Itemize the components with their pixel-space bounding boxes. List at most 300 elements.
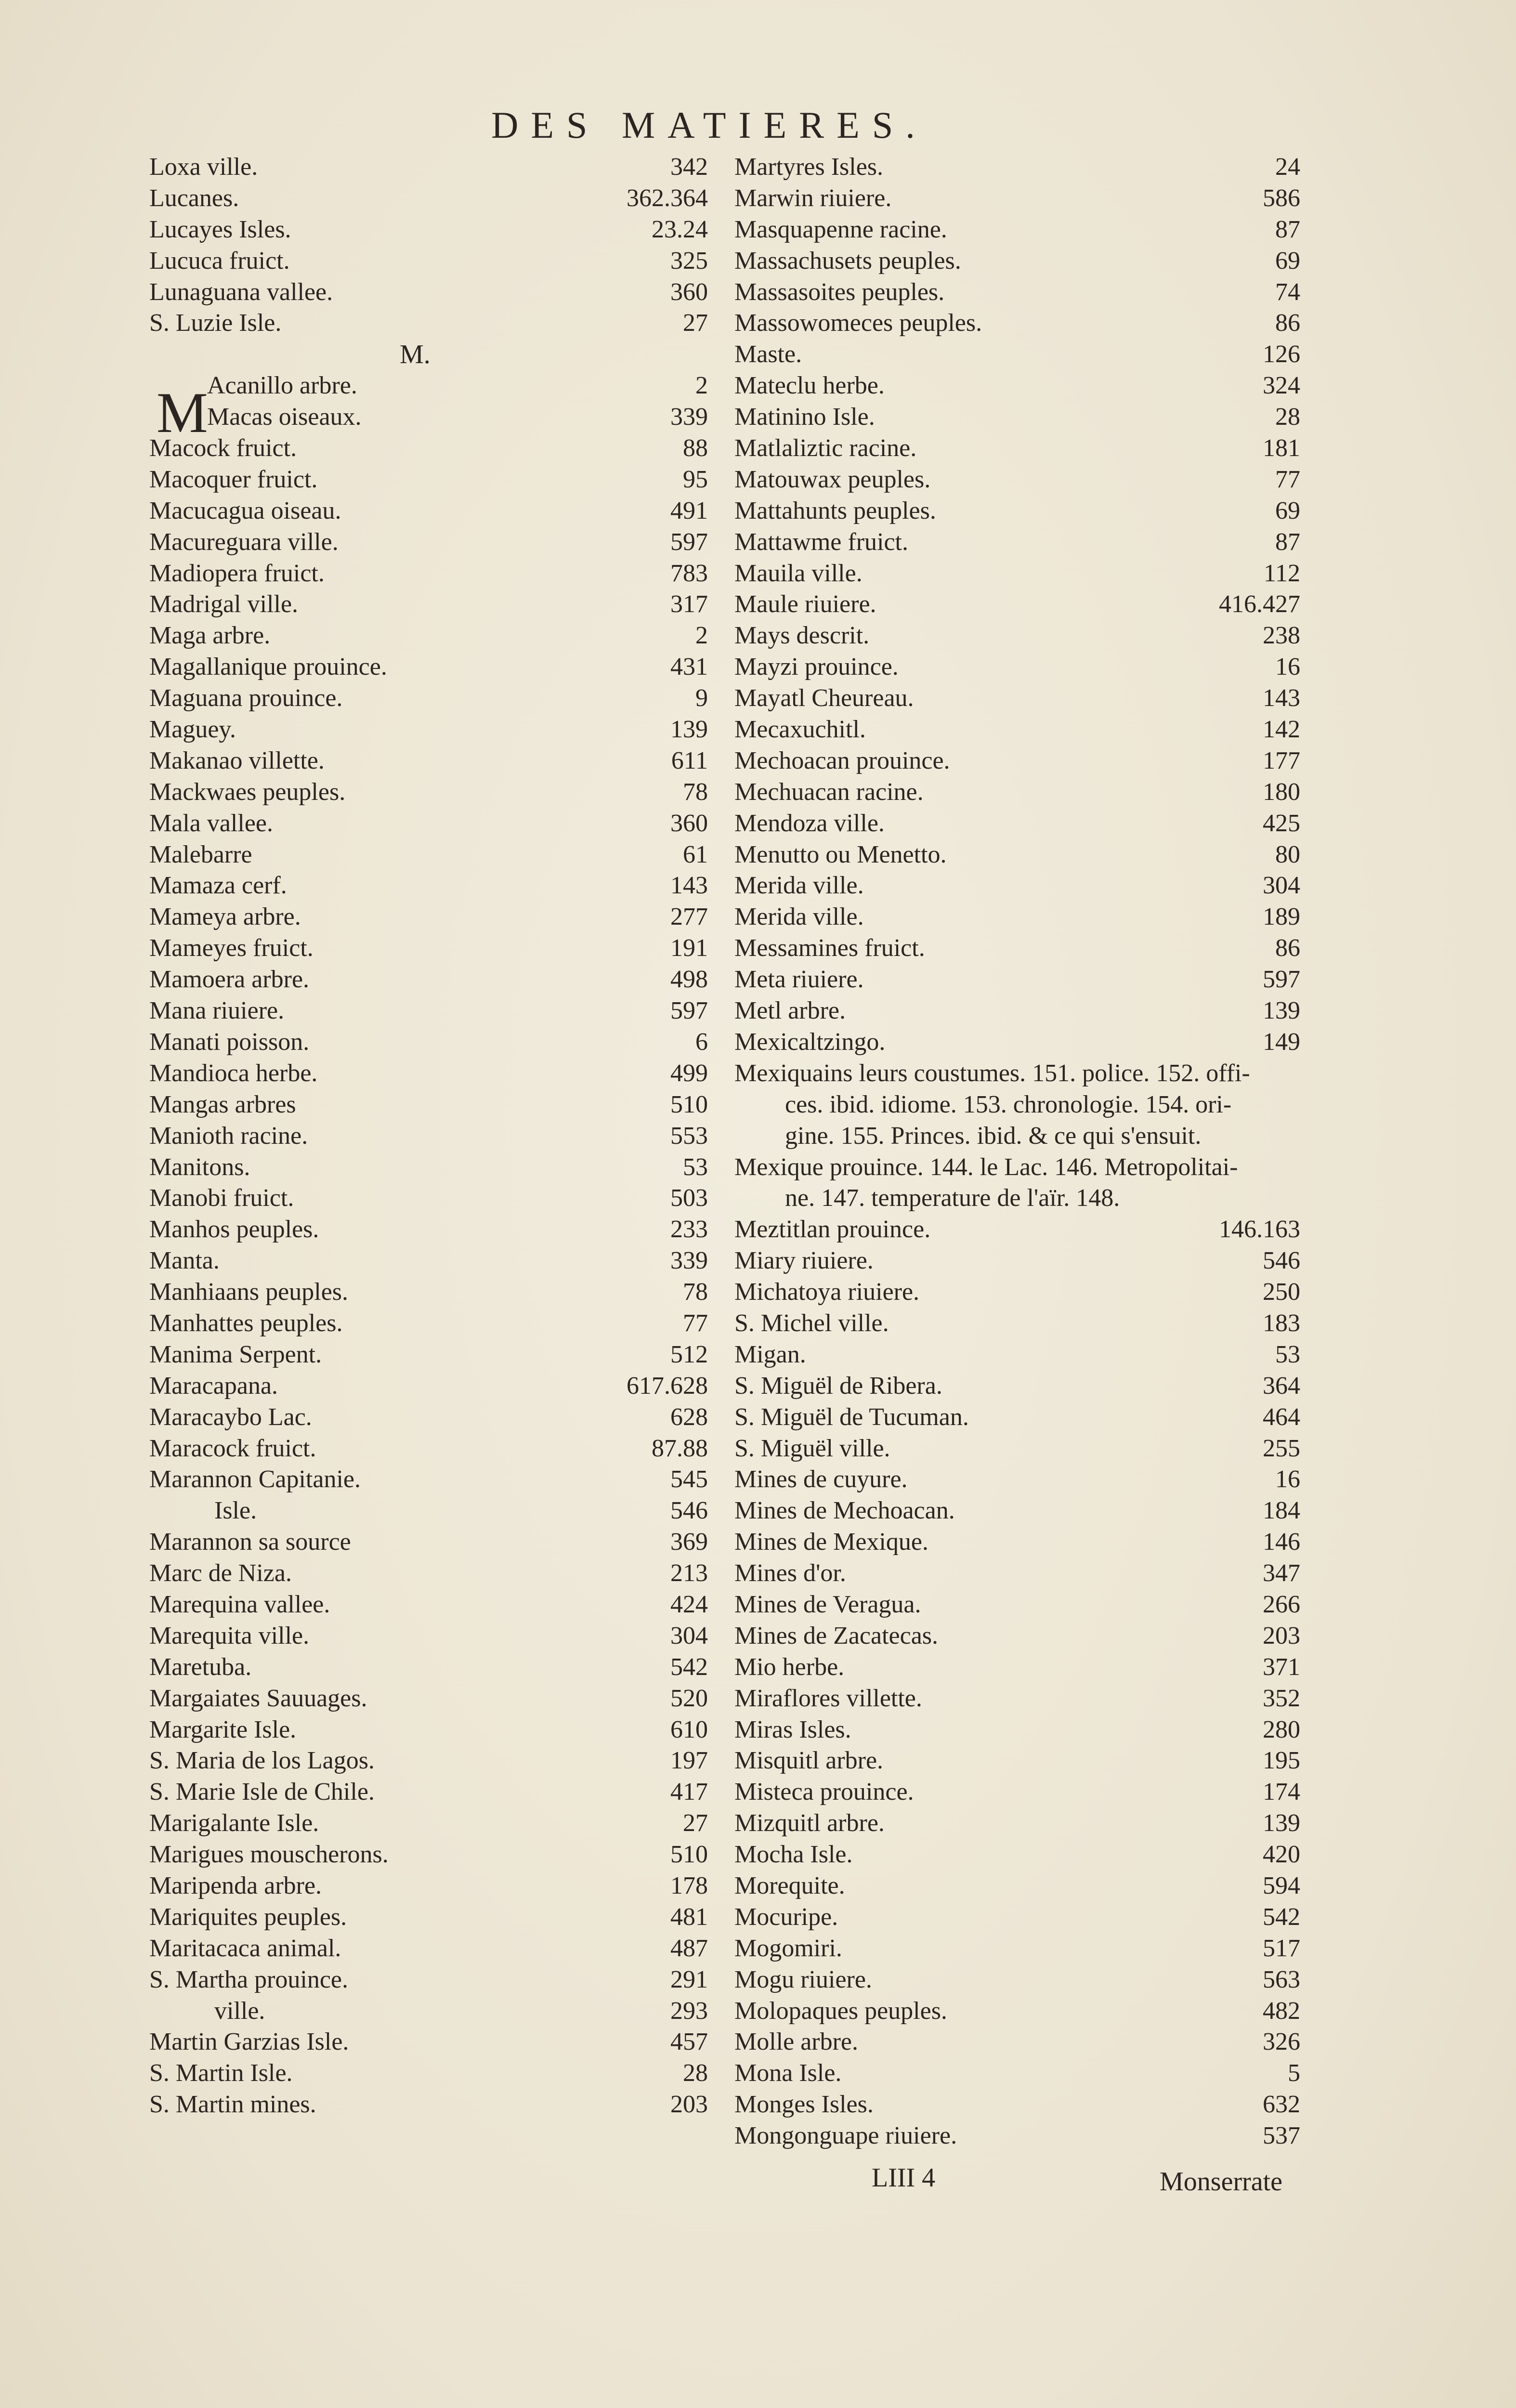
entry-term: Malebarre — [149, 840, 252, 868]
index-entry — [734, 683, 1300, 714]
entry-page-number: 563 — [1263, 1965, 1300, 1993]
index-entry — [149, 527, 708, 558]
entry-page-number: 491 — [670, 497, 708, 524]
entry-page-number: 266 — [1263, 1590, 1300, 1618]
index-entry — [149, 1402, 708, 1433]
index-entry — [734, 2058, 1300, 2089]
entry-term: Meztitlan prouince. — [734, 1216, 931, 1243]
entry-term: Maracaybo Lac. — [149, 1403, 312, 1431]
entry-term: Merida ville. — [734, 872, 864, 900]
entry-page-number: 28 — [1275, 403, 1300, 431]
index-entry — [734, 995, 1300, 1027]
entry-page-number: 143 — [670, 872, 708, 900]
index-entry — [734, 1839, 1300, 1871]
entry-term: S. Maria de los Lagos. — [149, 1747, 375, 1775]
entry-page-number: 317 — [670, 590, 708, 618]
index-entry — [734, 527, 1300, 558]
entry-term: S. Miguël ville. — [734, 1434, 890, 1462]
entry-term: Lucuca fruict. — [149, 247, 290, 275]
entry-term: Mateclu herbe. — [734, 372, 885, 400]
entry-page-number: 9 — [695, 684, 708, 712]
index-entry — [734, 1183, 1300, 1214]
index-entry — [149, 1714, 708, 1746]
entry-term: Mamaza cerf. — [149, 872, 287, 900]
entry-term: Mameya arbre. — [149, 903, 301, 931]
index-entry — [734, 1152, 1300, 1183]
index-entry — [149, 152, 708, 183]
entry-term: Maritacaca animal. — [149, 1934, 341, 1962]
entry-term: Maga arbre. — [149, 622, 271, 650]
entry-page-number: 6 — [695, 1028, 708, 1056]
entry-term: Manati poisson. — [149, 1028, 310, 1056]
index-entry — [149, 683, 708, 714]
index-entry — [734, 1277, 1300, 1308]
entry-term: Lucanes. — [149, 184, 239, 212]
index-entry — [149, 620, 708, 652]
entry-page-number: 510 — [670, 1090, 708, 1118]
entry-page-number: 326 — [1263, 2028, 1300, 2056]
entry-page-number: 628 — [670, 1403, 708, 1431]
entry-page-number: 347 — [1263, 1559, 1300, 1587]
entry-page-number: 537 — [1263, 2122, 1300, 2150]
entry-page-number: 16 — [1275, 653, 1300, 681]
entry-page-number: 53 — [683, 1153, 708, 1181]
entry-page-number: 86 — [1275, 309, 1300, 337]
index-entry — [149, 1027, 708, 1058]
entry-page-number: 325 — [670, 247, 708, 275]
index-entry — [734, 183, 1300, 214]
index-entry — [734, 1964, 1300, 1996]
index-entry — [149, 1683, 708, 1714]
entry-term: Marannon Capitanie. — [149, 1466, 361, 1493]
entry-page-number: 277 — [670, 903, 708, 931]
index-entry — [149, 277, 708, 308]
entry-term: S. Martin Isle. — [149, 2059, 293, 2087]
entry-page-number: 360 — [670, 278, 708, 306]
entry-page-number: 342 — [670, 153, 708, 181]
entry-term: Mexiquains leurs coustumes. 151. police. 152. offi- — [734, 1059, 1250, 1087]
entry-term: Mocuripe. — [734, 1903, 838, 1931]
entry-term: Lunaguana vallee. — [149, 278, 333, 306]
index-entry — [734, 933, 1300, 964]
index-entry — [734, 1027, 1300, 1058]
index-entry — [149, 1558, 708, 1589]
entry-term: Mines de cuyure. — [734, 1466, 908, 1493]
entry-page-number: 61 — [683, 840, 708, 868]
index-entry — [734, 1402, 1300, 1433]
entry-term: Lucayes Isles. — [149, 215, 291, 243]
index-entry — [734, 1652, 1300, 1683]
index-entry — [149, 558, 708, 589]
entry-page-number: 597 — [670, 997, 708, 1025]
signature-mark: LIII 4 — [872, 2163, 936, 2193]
entry-term: Mines de Mechoacan. — [734, 1497, 955, 1525]
index-entry — [149, 1745, 708, 1777]
entry-term: Meta riuiere. — [734, 966, 864, 994]
entry-page-number: 87 — [1275, 215, 1300, 243]
entry-page-number: 371 — [1263, 1653, 1300, 1681]
index-entry — [734, 746, 1300, 777]
entry-term: Magallanique prouince. — [149, 653, 387, 681]
entry-page-number: 339 — [670, 1247, 708, 1275]
entry-page-number: 189 — [1263, 903, 1300, 931]
index-entry — [149, 1277, 708, 1308]
entry-term: Manhattes peuples. — [149, 1309, 343, 1337]
index-entry — [734, 152, 1300, 183]
index-entry — [149, 1871, 708, 1902]
index-entry — [734, 1996, 1300, 2027]
index-entry — [149, 839, 708, 871]
entry-page-number: 597 — [670, 528, 708, 556]
entry-term: Macureguara ville. — [149, 528, 339, 556]
index-entry — [734, 1621, 1300, 1652]
entry-page-number: 304 — [1263, 872, 1300, 900]
entry-page-number: 424 — [670, 1590, 708, 1618]
entry-term: Mangas arbres — [149, 1090, 296, 1118]
entry-term: Miary riuiere. — [734, 1247, 874, 1275]
entry-term: Mamoera arbre. — [149, 966, 310, 994]
entry-page-number: 80 — [1275, 840, 1300, 868]
entry-term: Matinino Isle. — [734, 403, 875, 431]
entry-term: Manobi fruict. — [149, 1184, 294, 1212]
entry-term: S. Martha prouince. — [149, 1965, 349, 1993]
index-entry — [149, 746, 708, 777]
entry-term: Mayatl Cheureau. — [734, 684, 914, 712]
entry-term: Mona Isle. — [734, 2059, 842, 2087]
entry-term: Mexicaltzingo. — [734, 1028, 886, 1056]
index-entry — [149, 652, 708, 683]
index-entry — [149, 1339, 708, 1371]
entry-page-number: 255 — [1263, 1434, 1300, 1462]
entry-term: Maguey. — [149, 716, 236, 744]
entry-term: Madrigal ville. — [149, 590, 299, 618]
entry-term: Mongonguape riuiere. — [734, 2122, 957, 2150]
index-entry — [734, 1902, 1300, 1933]
index-entry — [149, 1183, 708, 1214]
entry-term: Merida ville. — [734, 903, 864, 931]
entry-page-number: 2 — [695, 372, 708, 400]
entry-page-number: 632 — [1263, 2091, 1300, 2119]
entry-page-number: 146.163 — [1219, 1216, 1300, 1243]
entry-term: S. Miguël de Ribera. — [734, 1372, 942, 1400]
entry-term: Manhiaans peuples. — [149, 1278, 349, 1306]
entry-term: Mechuacan racine. — [734, 778, 924, 806]
entry-page-number: 77 — [1275, 465, 1300, 493]
catchword: Monserrate — [1160, 2167, 1283, 2197]
index-entry — [734, 246, 1300, 277]
index-entry — [149, 1589, 708, 1621]
entry-term: Mecaxuchitl. — [734, 716, 866, 744]
entry-page-number: 77 — [683, 1309, 708, 1337]
entry-page-number: 339 — [670, 403, 708, 431]
entry-page-number: 233 — [670, 1216, 708, 1243]
entry-term: Makanao villette. — [149, 746, 325, 774]
entry-term: Maracock fruict. — [149, 1434, 316, 1462]
index-entry — [734, 1495, 1300, 1527]
entry-term: Messamines fruict. — [734, 934, 925, 962]
index-entry — [149, 1839, 708, 1871]
index-entry — [734, 1558, 1300, 1589]
entry-page-number: 611 — [671, 746, 708, 774]
entry-term: Mattahunts peuples. — [734, 497, 936, 524]
entry-page-number: 546 — [670, 1497, 708, 1525]
entry-term: Mana riuiere. — [149, 997, 285, 1025]
entry-page-number: 542 — [670, 1653, 708, 1681]
entry-term: Mackwaes peuples. — [149, 778, 346, 806]
index-column-left — [149, 152, 708, 2120]
entry-page-number: 498 — [670, 966, 708, 994]
index-entry — [734, 808, 1300, 839]
index-entry — [734, 1214, 1300, 1245]
index-entry — [149, 433, 708, 464]
entry-term: S. Marie Isle de Chile. — [149, 1778, 375, 1806]
index-entry — [734, 652, 1300, 683]
entry-term: Menutto ou Menetto. — [734, 840, 947, 868]
entry-page-number: 177 — [1263, 746, 1300, 774]
entry-page-number: 617.628 — [627, 1372, 708, 1400]
entry-page-number: 181 — [1263, 434, 1300, 462]
index-entry — [734, 1714, 1300, 1746]
index-entry — [734, 1745, 1300, 1777]
index-entry — [149, 339, 708, 370]
entry-term: Maule riuiere. — [734, 590, 876, 618]
entry-page-number: 610 — [670, 1715, 708, 1743]
entry-term: Mechoacan prouince. — [734, 746, 950, 774]
index-entry — [149, 995, 708, 1027]
index-entry — [734, 589, 1300, 620]
entry-page-number: 304 — [670, 1622, 708, 1649]
entry-term: Mines d'or. — [734, 1559, 846, 1587]
entry-term: Marequita ville. — [149, 1622, 310, 1649]
entry-term: Martin Garzias Isle. — [149, 2028, 349, 2056]
index-entry — [734, 339, 1300, 370]
index-entry — [734, 558, 1300, 589]
entry-term: Mandioca herbe. — [149, 1059, 318, 1087]
index-entry — [734, 1433, 1300, 1465]
entry-page-number: 520 — [670, 1684, 708, 1712]
entry-page-number: 24 — [1275, 153, 1300, 181]
index-entry — [149, 496, 708, 527]
entry-page-number: 457 — [670, 2028, 708, 2056]
entry-term: Mala vallee. — [149, 809, 273, 837]
entry-term: S. Miguël de Tucuman. — [734, 1403, 969, 1431]
index-entry — [734, 902, 1300, 933]
entry-term: Manioth racine. — [149, 1122, 308, 1150]
entry-page-number: 142 — [1263, 716, 1300, 744]
entry-page-number: 783 — [670, 559, 708, 587]
entry-page-number: 352 — [1263, 1684, 1300, 1712]
entry-term: Manhos peuples. — [149, 1216, 319, 1243]
index-entry — [149, 1621, 708, 1652]
entry-term: Mariquites peuples. — [149, 1903, 347, 1931]
index-entry — [149, 1964, 708, 1996]
index-entry — [734, 1871, 1300, 1902]
index-entry — [149, 1121, 708, 1152]
index-entry — [149, 870, 708, 902]
index-entry — [734, 496, 1300, 527]
letter-heading: M. — [400, 340, 431, 370]
entry-term: Massachusets peuples. — [734, 247, 961, 275]
entry-page-number: 86 — [1275, 934, 1300, 962]
entry-term: Mattawme fruict. — [734, 528, 908, 556]
entry-term: Mogu riuiere. — [734, 1965, 872, 1993]
index-entry — [149, 1089, 708, 1121]
index-entry — [734, 2120, 1300, 2152]
entry-term: Michatoya riuiere. — [734, 1278, 920, 1306]
index-entry — [149, 1308, 708, 1339]
entry-term: Marequina vallee. — [149, 1590, 330, 1618]
index-entry — [149, 808, 708, 839]
entry-term: Manta. — [149, 1247, 220, 1275]
index-entry — [734, 2089, 1300, 2120]
index-entry — [149, 1495, 708, 1527]
index-entry — [734, 1089, 1300, 1121]
index-entry — [149, 214, 708, 246]
entry-page-number: 597 — [1263, 966, 1300, 994]
index-entry — [149, 402, 708, 433]
entry-page-number: 139 — [1263, 1809, 1300, 1837]
index-entry — [149, 964, 708, 995]
entry-page-number: 510 — [670, 1841, 708, 1869]
index-entry — [734, 464, 1300, 496]
entry-term: Maracapana. — [149, 1372, 278, 1400]
entry-term: Loxa ville. — [149, 153, 258, 181]
entry-term: Mameyes fruict. — [149, 934, 314, 962]
entry-term: Mendoza ville. — [734, 809, 885, 837]
index-entry — [149, 1058, 708, 1089]
entry-term: Massowomeces peuples. — [734, 309, 982, 337]
index-entry — [734, 1339, 1300, 1371]
entry-page-number: 2 — [695, 622, 708, 650]
entry-page-number: 149 — [1263, 1028, 1300, 1056]
entry-page-number: 369 — [670, 1528, 708, 1556]
index-entry — [149, 1933, 708, 1964]
index-entry — [734, 714, 1300, 746]
entry-term: Morequite. — [734, 1871, 845, 1899]
index-entry — [734, 1808, 1300, 1839]
index-entry — [149, 183, 708, 214]
index-column-right — [734, 152, 1300, 2152]
entry-term: Misteca prouince. — [734, 1778, 914, 1806]
entry-term: Mays descrit. — [734, 622, 870, 650]
entry-term: Metl arbre. — [734, 997, 846, 1025]
entry-page-number: 53 — [1275, 1340, 1300, 1368]
index-entry — [734, 1245, 1300, 1277]
index-entry — [149, 589, 708, 620]
entry-term: gine. 155. Princes. ibid. & ce qui s'ensuit. — [785, 1122, 1202, 1150]
entry-term: Mio herbe. — [734, 1653, 845, 1681]
drop-cap: M — [157, 380, 208, 445]
index-entry — [149, 1996, 708, 2027]
entry-term: Manitons. — [149, 1153, 250, 1181]
entry-term: Mines de Veragua. — [734, 1590, 921, 1618]
entry-term: Macock fruict. — [149, 434, 297, 462]
index-entry — [149, 2027, 708, 2058]
entry-term: Masquapenne racine. — [734, 215, 947, 243]
entry-page-number: 28 — [683, 2059, 708, 2087]
index-entry — [149, 2089, 708, 2120]
entry-page-number: 482 — [1263, 1997, 1300, 2025]
entry-term: Acanillo arbre. — [207, 372, 357, 400]
entry-term: Macoquer fruict. — [149, 465, 318, 493]
entry-term: Madiopera fruict. — [149, 559, 325, 587]
entry-page-number: 88 — [683, 434, 708, 462]
entry-page-number: 139 — [1263, 997, 1300, 1025]
entry-page-number: 481 — [670, 1903, 708, 1931]
index-entry — [734, 1683, 1300, 1714]
entry-page-number: 280 — [1263, 1715, 1300, 1743]
entry-page-number: 195 — [1263, 1747, 1300, 1775]
entry-term: S. Luzie Isle. — [149, 309, 282, 337]
entry-page-number: 139 — [670, 716, 708, 744]
index-entry — [734, 870, 1300, 902]
entry-page-number: 417 — [670, 1778, 708, 1806]
entry-term: Maste. — [734, 340, 802, 368]
index-entry — [149, 464, 708, 496]
entry-term: Marigalante Isle. — [149, 1809, 319, 1837]
entry-page-number: 594 — [1263, 1871, 1300, 1899]
index-entry — [734, 214, 1300, 246]
entry-page-number: 324 — [1263, 372, 1300, 400]
entry-page-number: 74 — [1275, 278, 1300, 306]
entry-term: Marigues mouscherons. — [149, 1841, 389, 1869]
entry-term: Marc de Niza. — [149, 1559, 292, 1587]
entry-page-number: 146 — [1263, 1528, 1300, 1556]
entry-page-number: 362.364 — [627, 184, 708, 212]
entry-page-number: 425 — [1263, 809, 1300, 837]
index-entry — [149, 1464, 708, 1495]
entry-page-number: 191 — [670, 934, 708, 962]
index-entry — [734, 1308, 1300, 1339]
index-entry — [149, 1808, 708, 1839]
entry-term: Mizquitl arbre. — [734, 1809, 885, 1837]
index-entry — [734, 1058, 1300, 1089]
entry-page-number: 517 — [1263, 1934, 1300, 1962]
entry-page-number: 184 — [1263, 1497, 1300, 1525]
index-entry — [734, 1777, 1300, 1808]
entry-page-number: 95 — [683, 465, 708, 493]
entry-page-number: 126 — [1263, 340, 1300, 368]
entry-page-number: 250 — [1263, 1278, 1300, 1306]
entry-page-number: 293 — [670, 1997, 708, 2025]
entry-page-number: 16 — [1275, 1466, 1300, 1493]
index-entry — [149, 1652, 708, 1683]
entry-term: Maguana prouince. — [149, 684, 343, 712]
entry-page-number: 112 — [1263, 559, 1300, 587]
entry-term: Maripenda arbre. — [149, 1871, 322, 1899]
index-entry — [734, 370, 1300, 402]
entry-term: ces. ibid. idiome. 153. chronologie. 154. ori- — [785, 1090, 1232, 1118]
entry-page-number: 87.88 — [652, 1434, 708, 1462]
index-entry — [734, 433, 1300, 464]
entry-page-number: 87 — [1275, 528, 1300, 556]
entry-page-number: 499 — [670, 1059, 708, 1087]
entry-page-number: 586 — [1263, 184, 1300, 212]
entry-term: Mogomiri. — [734, 1934, 842, 1962]
index-entry — [149, 933, 708, 964]
entry-term: Miras Isles. — [734, 1715, 851, 1743]
entry-term: Monges Isles. — [734, 2091, 874, 2119]
entry-page-number: 183 — [1263, 1309, 1300, 1337]
index-entry — [734, 1464, 1300, 1495]
entry-page-number: 78 — [683, 778, 708, 806]
entry-page-number: 69 — [1275, 247, 1300, 275]
entry-page-number: 542 — [1263, 1903, 1300, 1931]
index-entry — [734, 1589, 1300, 1621]
entry-term: Miraflores villette. — [734, 1684, 922, 1712]
index-entry — [149, 1777, 708, 1808]
entry-term: Mines de Zacatecas. — [734, 1622, 939, 1649]
